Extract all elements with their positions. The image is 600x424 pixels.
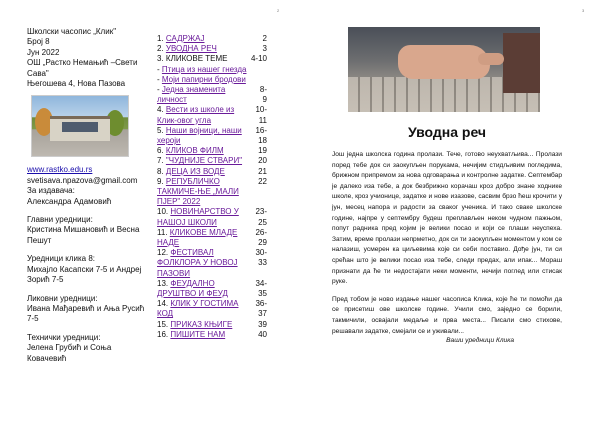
toc-entry-title bbox=[157, 330, 225, 340]
toc-entry-link[interactable]: "ЧУДНИЈЕ СТВАРИ" bbox=[165, 156, 243, 166]
masthead-line: Јун 2022 bbox=[27, 47, 60, 57]
article-title: Уводна реч bbox=[407, 124, 487, 140]
toc-entry bbox=[157, 54, 267, 64]
toc-entry[interactable] bbox=[157, 146, 267, 156]
toc-entry-number: 10. bbox=[157, 207, 169, 217]
toc-entry-number: 11. bbox=[157, 227, 168, 237]
art-editors-label: Ликовни уредници: bbox=[27, 293, 98, 303]
masthead-line: ОШ „Растко Немањић –Свети Сава" bbox=[27, 58, 138, 78]
toc-entry-page: 39 bbox=[258, 319, 267, 329]
toc-entry-link[interactable]: РЕПУБЛИЧКО ТАКМИЧЕ-ЊЕ „МАЛИ ПЈЕР" 2022 bbox=[157, 176, 239, 207]
toc-entry-title bbox=[157, 248, 255, 279]
toc-entry[interactable] bbox=[157, 330, 267, 340]
toc-entry-number: 2. bbox=[157, 44, 164, 54]
toc-entry-link[interactable]: КЛИКОВЕ МЛАДЕ НАДЕ bbox=[157, 227, 238, 248]
toc-entry-title bbox=[157, 44, 217, 54]
toc-entry-link[interactable]: КЛИК У ГОСТИМА КОД bbox=[157, 299, 239, 319]
toc-entry[interactable] bbox=[157, 299, 267, 319]
website-link[interactable]: www.rastko.edu.rs bbox=[27, 165, 93, 175]
masthead-line: Број 8 bbox=[27, 37, 50, 47]
toc-entry[interactable] bbox=[157, 75, 267, 85]
toc-entry-title bbox=[157, 126, 250, 146]
article-paragraph: Још једна школска година пролази. Тече, готово неухватљива... Пролази поред тебе док си заокупљен порукама, нечијим стидљивим погледима, брижном припремом за нова одговарања и контролне задатке. Септембар је далеко иза тебе, а док безбрижно корачаш кроз добро знане ходнике школе, кроз учионице, задатке и нове изазове, сасвим брзо ћеш крочити у јун, месец напора и радости за сваког ученика. И тако сваке школске године, најпре у септембру будеш преплављен неком чудном пажњом, попут радника пред којим је велики посао и који се плаши неуспеха. Затим, време пролази непрметно, док си ти заокупљен моментом у ком се налазиш, усмерен ка циљевима које си себи поставио. Дође јун, ти си срећан што је велики посао иза тебе, следи предах, али ипак... Мораш признати да ће ти недостајати неки моменти, нечији поглед или стисак руке. bbox=[332, 151, 562, 286]
toc-entry-link[interactable]: ФЕСТИВАЛ ФОЛКЛОРА У НОВОЈ ПАЗОВИ bbox=[157, 248, 238, 278]
toc-entry-link[interactable]: УВОДНА РЕЧ bbox=[165, 44, 217, 54]
hand-photo bbox=[348, 27, 540, 112]
toc-entry-page: 40 bbox=[258, 329, 267, 339]
toc-entry-number: 3. bbox=[157, 54, 164, 64]
toc-entry-link[interactable]: ПИШИТЕ НАМ bbox=[170, 329, 226, 339]
toc-entry-page: 16-18 bbox=[255, 125, 267, 146]
toc-entry[interactable] bbox=[157, 207, 267, 227]
klik-editors-label: Уредници клика 8: bbox=[27, 254, 96, 264]
toc-entry-page: 4-10 bbox=[250, 54, 267, 64]
toc-entry-page: 22 bbox=[258, 176, 267, 186]
toc-entry[interactable] bbox=[157, 65, 267, 75]
school-photo bbox=[31, 95, 129, 157]
article bbox=[332, 27, 562, 344]
toc-entry[interactable] bbox=[157, 44, 267, 54]
toc-entry-number: 14. bbox=[157, 299, 169, 309]
toc-entry[interactable] bbox=[157, 279, 267, 299]
art-editors: Ивана Мађаревић и Ања Русић 7-5 bbox=[27, 303, 145, 324]
toc-entry-link[interactable]: НОВИНАРСТВО У НАШОЈ ШКОЛИ bbox=[157, 207, 239, 227]
toc-entry-number: - bbox=[157, 85, 160, 95]
toc-entry-title bbox=[157, 320, 232, 330]
toc-entry-title bbox=[157, 156, 242, 166]
toc-entry[interactable] bbox=[157, 85, 267, 105]
toc-entry-number: - bbox=[157, 64, 160, 74]
toc-entry-link: КЛИКОВЕ ТЕМЕ bbox=[165, 54, 228, 64]
toc-entry[interactable] bbox=[157, 34, 267, 44]
toc-entry-link[interactable]: Птица из нашег гнезда bbox=[161, 64, 247, 74]
toc-entry-number: 12. bbox=[157, 248, 169, 258]
toc-entry-page: 34-35 bbox=[255, 278, 267, 299]
toc-entry[interactable] bbox=[157, 320, 267, 330]
toc-entry-link[interactable]: Наши војници, наши хероји bbox=[157, 125, 242, 146]
toc-entry-page: 19 bbox=[258, 146, 267, 156]
toc-entry-title bbox=[157, 279, 252, 299]
chief-editors: Кристина Мишановић и Весна Пешут bbox=[27, 225, 140, 245]
toc-entry-title bbox=[157, 34, 205, 44]
toc-entry-link[interactable]: САДРЖАЈ bbox=[165, 34, 205, 43]
toc-entry[interactable] bbox=[157, 126, 267, 146]
toc-entry-number: 9. bbox=[157, 176, 164, 186]
toc-entry-title bbox=[157, 54, 227, 64]
toc-entry[interactable] bbox=[157, 156, 267, 166]
toc-entry-page: 8-9 bbox=[259, 85, 267, 105]
toc-entry-title bbox=[157, 85, 256, 105]
toc-entry-title bbox=[157, 207, 253, 227]
toc-entry-page: 10-11 bbox=[255, 105, 267, 125]
masthead-line: Његошева 4, Нова Пазова bbox=[27, 79, 126, 89]
toc-entry[interactable] bbox=[157, 105, 267, 125]
masthead bbox=[27, 27, 147, 364]
page-number-left: 2 bbox=[277, 8, 280, 13]
toc-entry-number: 5. bbox=[157, 125, 164, 135]
article-body bbox=[332, 150, 562, 337]
publisher-name: Александра Адамовић bbox=[27, 196, 112, 206]
table-of-contents bbox=[157, 34, 267, 340]
toc-entry-page: 26-29 bbox=[255, 227, 267, 248]
toc-entry-number: - bbox=[157, 74, 160, 84]
toc-entry-link[interactable]: ФЕУДАЛНО ДРУШТВО И ФЕУД bbox=[157, 278, 228, 299]
toc-entry-title bbox=[157, 167, 225, 177]
toc-entry-page: 20 bbox=[258, 156, 267, 166]
toc-entry-number: 15. bbox=[157, 319, 169, 329]
toc-entry-link[interactable]: Вести из школе из Клик-овог угла bbox=[157, 105, 235, 125]
toc-entry-link[interactable]: ПРИКАЗ КЊИГЕ bbox=[170, 319, 233, 329]
toc-entry-link[interactable]: Једна знаменита личност bbox=[157, 85, 226, 105]
toc-entry-title bbox=[157, 146, 224, 156]
toc-entry-title bbox=[157, 228, 249, 248]
toc-entry-page: 30-33 bbox=[255, 248, 267, 268]
toc-entry[interactable] bbox=[157, 177, 267, 208]
toc-entry[interactable] bbox=[157, 167, 267, 177]
toc-entry[interactable] bbox=[157, 228, 267, 248]
toc-entry-title bbox=[157, 75, 246, 85]
toc-entry-page: 21 bbox=[258, 166, 267, 176]
toc-entry-link[interactable]: Моји папирни бродови bbox=[161, 74, 246, 84]
toc-entry-number: 8. bbox=[157, 166, 164, 176]
toc-entry-number: 13. bbox=[157, 278, 169, 288]
page-number-right: 3 bbox=[582, 8, 585, 13]
masthead-line: Школски часопис „Клик" bbox=[27, 27, 117, 36]
toc-entry-title bbox=[157, 105, 253, 125]
article-paragraph: Пред тобом је ново издање нашег часописа Клика, које ће ти помоћи да се присетиш ове школске године. Учили смо, заједно се борили, такмичили, освајали медаље и прва места... Писали смо стихове, решавали задатке, смејали се и уживали... bbox=[332, 295, 562, 335]
toc-entry[interactable] bbox=[157, 248, 267, 279]
toc-entry-page: 3 bbox=[262, 44, 267, 54]
toc-entry-number: 1. bbox=[157, 34, 164, 43]
toc-entry-page: 36-37 bbox=[255, 299, 267, 319]
toc-entry-page: 2 bbox=[262, 34, 267, 43]
toc-entry-number: 16. bbox=[157, 329, 169, 339]
article-signature: Ваши уредници Клика bbox=[446, 337, 514, 345]
toc-entry-link[interactable]: КЛИКОВ ФИЛМ bbox=[165, 146, 224, 156]
toc-entry-link[interactable]: ДЕЦА ИЗ ВОДЕ bbox=[165, 166, 225, 176]
toc-entry-number: 6. bbox=[157, 146, 164, 156]
klik-editors: Михајло Касапски 7-5 и Андреј Зорић 7-5 bbox=[27, 264, 142, 285]
publisher-label: За издавача: bbox=[27, 186, 75, 196]
chief-editors-label: Главни уредници: bbox=[27, 215, 93, 225]
toc-entry-page: 23-25 bbox=[255, 207, 267, 227]
toc-entry-number: 4. bbox=[157, 105, 164, 115]
toc-entry-number: 7. bbox=[157, 156, 164, 166]
toc-entry-title bbox=[157, 65, 247, 75]
tech-editors-label: Технички уредници: bbox=[27, 332, 101, 342]
tech-editors: Јелена Грубић и Соња Ковачевић bbox=[27, 343, 112, 363]
email-address: svetisava.npazova@gmail.com bbox=[27, 175, 138, 185]
toc-entry-title bbox=[157, 299, 248, 319]
toc-entry-title bbox=[157, 177, 258, 208]
